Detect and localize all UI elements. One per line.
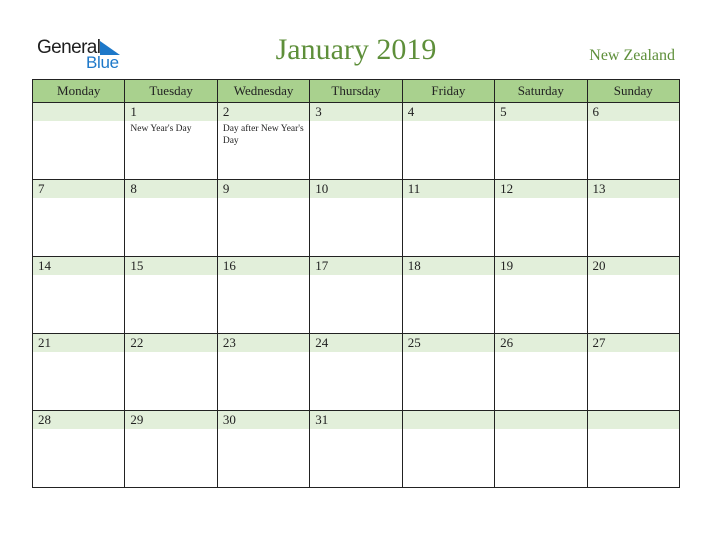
week-row: [33, 257, 680, 334]
holiday-label: Day after New Year's Day: [222, 124, 304, 146]
day-number: 29: [125, 411, 216, 429]
day-number: [33, 103, 124, 121]
calendar-title: January 2019: [275, 33, 437, 66]
day-number: 1: [125, 103, 216, 121]
day-cell: [310, 180, 402, 257]
logo-text-general: General: [37, 37, 101, 58]
weekday-header: Tuesday: [125, 80, 217, 103]
day-cell: [33, 257, 125, 334]
weekday-header: Sunday: [587, 80, 679, 103]
weekday-header: Thursday: [310, 80, 402, 103]
day-cell: [495, 334, 587, 411]
day-number: 31: [310, 411, 401, 429]
day-number: 9: [218, 180, 309, 198]
day-number: 30: [218, 411, 309, 429]
calendar-grid: [32, 79, 680, 488]
day-cell: [310, 257, 402, 334]
day-cell: [310, 411, 402, 488]
day-number: 25: [403, 334, 494, 352]
day-number: 8: [125, 180, 216, 198]
day-cell: [310, 334, 402, 411]
day-cell: [587, 180, 679, 257]
day-cell: [402, 180, 494, 257]
day-number: 13: [588, 180, 679, 198]
country-label: New Zealand: [589, 47, 675, 64]
day-number: 16: [218, 257, 309, 275]
weekday-header: Saturday: [495, 80, 587, 103]
day-number: 21: [33, 334, 124, 352]
day-cell: [587, 103, 679, 180]
day-number: 22: [125, 334, 216, 352]
day-number: 28: [33, 411, 124, 429]
day-cell: [402, 334, 494, 411]
day-cell: [217, 411, 309, 488]
day-cell: [402, 103, 494, 180]
day-cell: [495, 103, 587, 180]
weekday-header: Monday: [33, 80, 125, 103]
day-cell: [217, 180, 309, 257]
day-number: 3: [310, 103, 401, 121]
day-number: 6: [588, 103, 679, 121]
week-row: [33, 334, 680, 411]
day-cell: [495, 411, 587, 488]
holiday-label: New Year's Day: [130, 124, 192, 134]
day-number: 20: [588, 257, 679, 275]
day-cell: [125, 257, 217, 334]
week-row: [33, 411, 680, 488]
day-number: 2: [218, 103, 309, 121]
day-cell: [217, 103, 309, 180]
day-cell: [587, 257, 679, 334]
day-number: 19: [495, 257, 586, 275]
day-number: 18: [403, 257, 494, 275]
weekday-header: Friday: [402, 80, 494, 103]
day-cell: [217, 334, 309, 411]
day-number: 27: [588, 334, 679, 352]
day-cell: [587, 411, 679, 488]
day-number: [588, 411, 679, 429]
day-cell: [495, 257, 587, 334]
day-cell: [310, 103, 402, 180]
day-cell: [125, 103, 217, 180]
logo-text-blue: Blue: [86, 53, 119, 72]
day-cell: [125, 334, 217, 411]
day-cell: [33, 103, 125, 180]
day-cell: [33, 334, 125, 411]
day-cell: [33, 180, 125, 257]
day-cell: [587, 334, 679, 411]
week-row: [33, 180, 680, 257]
day-number: 17: [310, 257, 401, 275]
day-cell: [402, 257, 494, 334]
week-row: [33, 103, 680, 180]
day-number: 7: [33, 180, 124, 198]
day-number: 15: [125, 257, 216, 275]
day-cell: [125, 180, 217, 257]
day-number: 23: [218, 334, 309, 352]
day-cell: [217, 257, 309, 334]
day-number: [495, 411, 586, 429]
day-number: 14: [33, 257, 124, 275]
day-cell: [33, 411, 125, 488]
weekday-header: Wednesday: [217, 80, 309, 103]
day-number: 10: [310, 180, 401, 198]
day-number: 12: [495, 180, 586, 198]
day-number: 26: [495, 334, 586, 352]
weekday-header-row: [33, 80, 680, 103]
day-number: [403, 411, 494, 429]
day-cell: [402, 411, 494, 488]
day-number: 5: [495, 103, 586, 121]
day-number: 11: [403, 180, 494, 198]
day-number: 4: [403, 103, 494, 121]
day-number: 24: [310, 334, 401, 352]
day-cell: [495, 180, 587, 257]
day-cell: [125, 411, 217, 488]
